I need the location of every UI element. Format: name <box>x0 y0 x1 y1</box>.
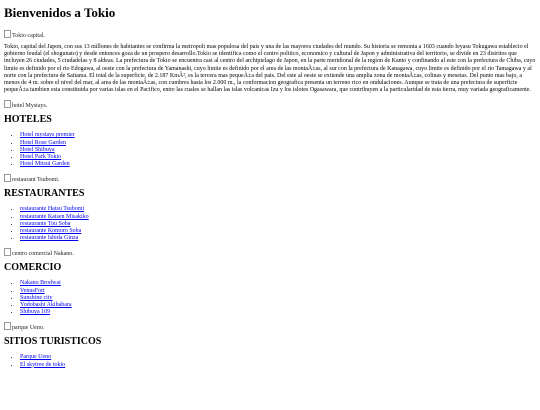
restaurant-link[interactable]: restaurante Ishida Ginza <box>20 235 79 242</box>
shopping-center-image <box>4 248 536 256</box>
restaurant-link[interactable]: restaurante Kaisen Misakiko <box>20 213 89 220</box>
shop-link[interactable]: Nakano Brodwai <box>20 280 61 287</box>
hotel-image <box>4 100 536 108</box>
sitios-list <box>4 354 536 368</box>
list-item <box>20 132 536 139</box>
section-heading-comercio: COMERCIO <box>4 262 62 274</box>
broken-image-icon <box>4 100 11 108</box>
list-item <box>20 362 536 369</box>
park-image <box>4 322 536 330</box>
list-item <box>20 288 536 295</box>
park-image-alt: parque Ueno. <box>12 325 45 332</box>
list-item <box>20 295 536 302</box>
list-item <box>20 354 536 361</box>
restaurant-link[interactable]: restaurante Komoro Soba <box>20 228 82 235</box>
list-item <box>20 214 536 221</box>
broken-image-icon <box>4 322 11 330</box>
tokio-image-alt: Tokio capital. <box>12 33 45 39</box>
sight-link[interactable]: El skytree de tokio <box>20 361 66 368</box>
shopping-center-image-alt: centro comercial Nakano. <box>12 251 74 258</box>
hotel-image-alt: hotel Mystays. <box>12 103 48 110</box>
list-item <box>20 280 536 287</box>
tokio-image <box>4 30 536 38</box>
shop-link[interactable]: Yodobashi Akihabara <box>20 302 72 309</box>
list-item <box>20 161 536 168</box>
hotel-link[interactable]: Hotel Shibuya <box>20 146 55 153</box>
list-item <box>20 147 536 154</box>
restaurant-link[interactable]: restaurante Tou Soba <box>20 220 71 227</box>
restaurant-image <box>4 174 536 182</box>
restaurant-link[interactable]: restaurante Hatsu Tsubomi <box>20 206 85 213</box>
page-title: Bienvenidos a Tokio <box>4 5 116 20</box>
shop-link[interactable]: Shibuya 109 <box>20 309 51 316</box>
restaurantes-list <box>4 206 536 242</box>
page <box>0 5 540 369</box>
restaurant-image-alt: restaurant Tsubomi. <box>12 177 60 184</box>
hotel-link[interactable]: Hotel Park Tokio <box>20 154 62 161</box>
list-item <box>20 154 536 161</box>
intro-paragraph: Tokio, capital del Japon, con sus 13 millones de habitantes se confirma la metropoli mas populosa del pais y una de las mayores ciudades del mundo. Su historia se remonta a 1603 cuando Ieyasu Tokugawa establecio el gobierno feudal (el shogunato) y desde entonces goza de un prospero desarrollo.Tokio se identifica como el centro politico, economico y cultural de Japon y administrativa del territorio, se divide en 23 distritos que incluyen 26 ciudades, 5 ciudadelas y 8 aldeas. La prefectura de Tokio se encuentra casi al centro del archipielago de Japon, en la parte meridional de la region de Kanto y confinando al este con la prefectura de Chiba, cuyo limite es definido por el rio Edogawa, al oeste con la prefectura de Yamanashi, cuyo limite es definido por el area de las montaÃ±as, al sur con la prefectura de Kanagawa, cuyo limite es definido por el rio Tamagawa y al norte con la prefectura de Saitama. El total de la superficie, de 2.187 KmÂ², es la tercera mas pequeÃ±a del pais. Del este al oeste se extiende una amplia zona de montaÃ±as, colinas y mesetas. Del punto mas bajo, a menos de 4 m. sobre el nivel del mar, al area de las montaÃ±as, con cumbres hasta los 2.000 m., la conformacion geografica presenta un terreno rico en ondulaciones. Aunque se trata de una prefectura de superficie pequeÃ±a tambien esta constituida por varias islas en el Pacifico, entre las cuales se hallan las islas volcanicas Izu y los islotes Ogasawara, que contribuyen a la particularidad de esta tierra, muy variada geograficamente. <box>4 44 536 94</box>
sight-link[interactable]: Parque Ueno <box>20 354 52 361</box>
broken-image-icon <box>4 248 11 256</box>
section-heading-sitios-turisticos: SITIOS TURISTICOS <box>4 336 102 348</box>
shop-link[interactable]: Sunshine city <box>20 294 53 301</box>
broken-image-icon <box>4 30 11 38</box>
comercio-list <box>4 280 536 316</box>
hotel-link[interactable]: Hotel Rose Garden <box>20 139 66 146</box>
list-item <box>20 228 536 235</box>
section-heading-hoteles: HOTELES <box>4 114 52 126</box>
list-item <box>20 309 536 316</box>
hotel-link[interactable]: Hotel mystays premier <box>20 132 75 139</box>
list-item <box>20 302 536 309</box>
list-item <box>20 140 536 147</box>
section-heading-restaurantes: RESTAURANTES <box>4 188 85 200</box>
hoteles-list <box>4 132 536 168</box>
list-item <box>20 206 536 213</box>
list-item <box>20 221 536 228</box>
hotel-link[interactable]: Hotel Mitsui Garden <box>20 161 70 168</box>
broken-image-icon <box>4 174 11 182</box>
list-item <box>20 235 536 242</box>
shop-link[interactable]: VenusFort <box>20 287 45 294</box>
